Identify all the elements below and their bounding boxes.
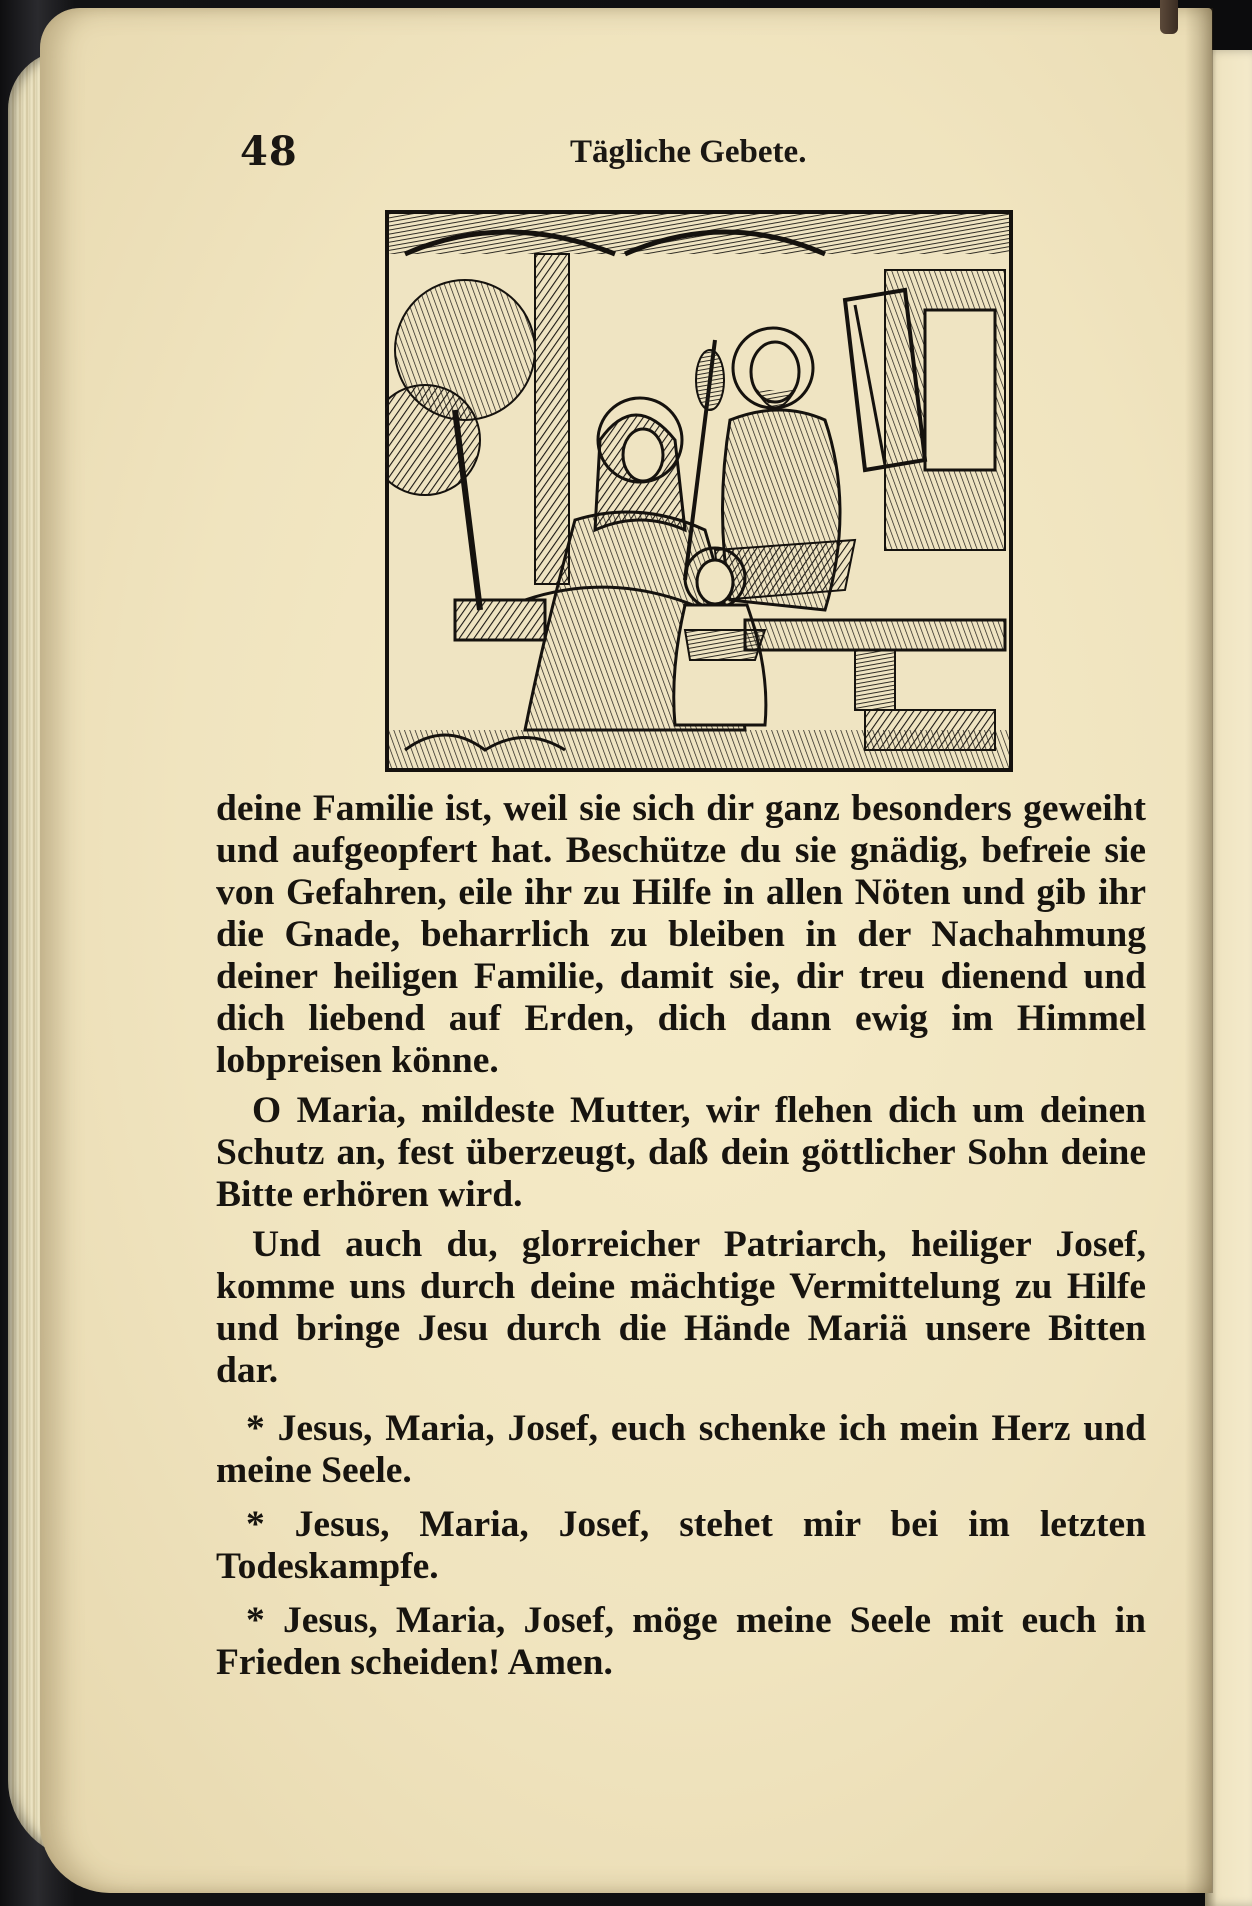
bookmark-ribbon [1160, 0, 1178, 34]
ejaculation: * Jesus, Maria, Josef, euch schenke ich mein Herz und meine Seele. [216, 1408, 1146, 1491]
paragraph: Und auch du, glorreicher Patriarch, heiliger Josef, komme uns durch deine mächtige Vermittelung zu Hilfe und bringe Jesu durch die Hände Mariä unsere Bitten dar. [216, 1224, 1146, 1391]
paragraph: deine Familie ist, weil sie sich dir ganz besonders geweiht und aufgeopfert hat. Beschütze du sie gnädig, befreie sie von Gefahren, eile ihr zu Hilfe in allen Nöten und gib ihr die Gnade, beharrlich zu bleiben in der Nachahmung deiner heiligen Familie, damit sie, dir treu dienend und dich liebend auf Erden, dich dann ewig im Himmel lobpreisen könne. [216, 788, 1146, 1081]
paragraph: O Maria, mildeste Mutter, wir flehen dich um deinen Schutz an, fest überzeugt, daß dein göttlicher Sohn deine Bitte erhören wird. [216, 1090, 1146, 1215]
holy-family-illustration [385, 210, 1013, 772]
ejaculation: * Jesus, Maria, Josef, möge meine Seele mit euch in Frieden scheiden! Amen. [216, 1600, 1146, 1683]
ejaculation: * Jesus, Maria, Josef, stehet mir bei im letzten Todeskampfe. [216, 1504, 1146, 1587]
page-number: 48 [240, 128, 298, 175]
prayer-text [216, 788, 1146, 1692]
gutter-shadow [1185, 8, 1213, 1893]
running-head: Tägliche Gebete. [570, 134, 807, 170]
page-header [240, 128, 1140, 188]
